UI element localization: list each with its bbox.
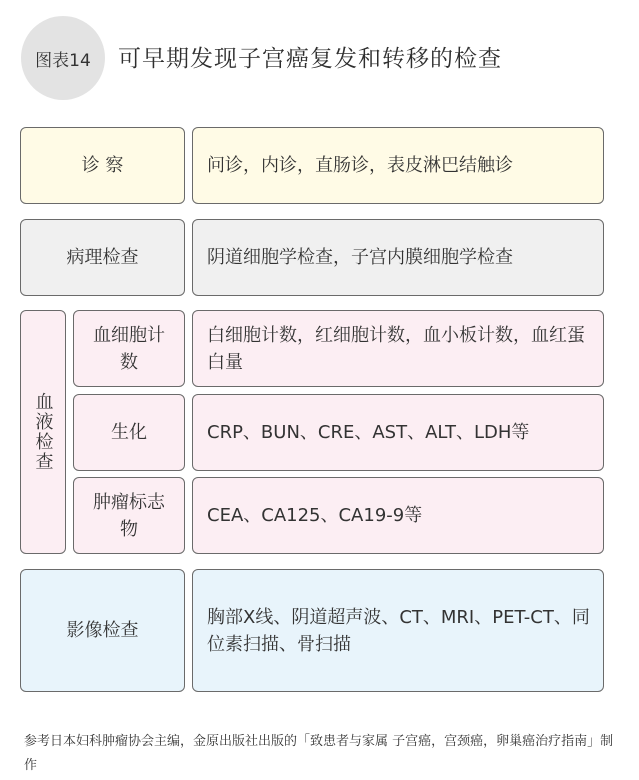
content-tumor-markers — [192, 477, 604, 554]
category-pathology-label: 病理检查 — [66, 247, 139, 268]
tumor-markers-text: CEA、CA125、CA19-9等 — [207, 505, 423, 526]
tumor-markers-label: 肿瘤标志物 — [93, 491, 165, 540]
blood-count-text: 白细胞计数，红细胞计数，血小板计数，血红蛋白量 — [207, 324, 585, 373]
category-blood-count — [73, 310, 185, 387]
content-imaging — [192, 569, 604, 692]
category-blood-group — [20, 310, 66, 554]
category-diagnosis-label: 诊 察 — [81, 155, 124, 176]
category-pathology — [20, 219, 185, 296]
category-imaging — [20, 569, 185, 692]
content-diagnosis — [192, 127, 604, 204]
blood-count-label: 血细胞计数 — [93, 324, 165, 373]
imaging-text: 胸部X线、阴道超声波、CT、MRI、PET-CT、同位素扫描、骨扫描 — [207, 606, 590, 655]
category-biochemistry — [73, 394, 185, 471]
imaging-label: 影像检查 — [66, 620, 139, 641]
figure-number: 图表14 — [35, 50, 91, 71]
category-diagnosis — [20, 127, 185, 204]
biochemistry-text: CRP、BUN、CRE、AST、ALT、LDH等 — [207, 422, 530, 443]
biochemistry-label: 生化 — [111, 422, 147, 443]
source-footnote: 参考日本妇科肿瘤协会主编，金原出版社出版的「致患者与家属 子宫癌，宫颈癌，卵巢癌治疗指南」制作 — [24, 734, 614, 773]
category-tumor-markers — [73, 477, 185, 554]
figure-number-badge — [21, 16, 105, 100]
content-biochemistry — [192, 394, 604, 471]
content-blood-count — [192, 310, 604, 387]
content-diagnosis-text: 问诊，内诊，直肠诊，表皮淋巴结触诊 — [207, 155, 513, 176]
content-pathology — [192, 219, 604, 296]
content-pathology-text: 阴道细胞学检查，子宫内膜细胞学检查 — [207, 247, 513, 268]
blood-group-label: 血液检查 — [32, 392, 54, 472]
figure-title: 可早期发现子宫癌复发和转移的检查 — [118, 46, 502, 72]
